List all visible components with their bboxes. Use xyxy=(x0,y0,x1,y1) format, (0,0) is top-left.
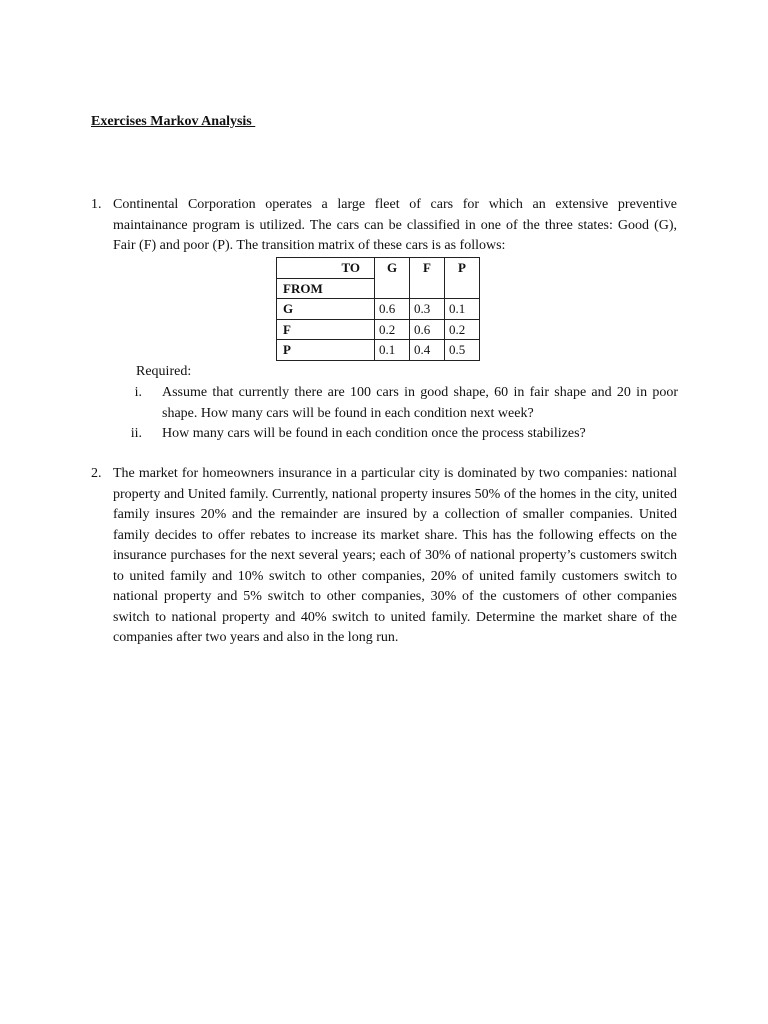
row-header: G xyxy=(277,299,375,320)
table-cell: 0.2 xyxy=(445,319,480,340)
page-title: Exercises Markov Analysis xyxy=(91,114,256,129)
table-header-row xyxy=(277,258,480,279)
subquestion-1 xyxy=(112,383,678,424)
table-cell: 0.3 xyxy=(410,299,445,320)
required-label: Required: xyxy=(136,364,192,379)
subquestion-number: ii. xyxy=(130,426,142,441)
table-cell: 0.4 xyxy=(410,340,445,361)
table-row xyxy=(277,340,480,361)
column-header-p: P xyxy=(445,258,480,299)
question-2 xyxy=(91,464,677,649)
column-header-f: F xyxy=(410,258,445,299)
row-header: F xyxy=(277,319,375,340)
subquestion-text: Assume that currently there are 100 cars in good shape, 60 in fair shape and 20 in poor shape. How many cars will be found in each condition next week? xyxy=(162,385,678,421)
table-row xyxy=(277,299,480,320)
subquestion-text: How many cars will be found in each condition once the process stabilizes? xyxy=(162,426,586,441)
row-header: P xyxy=(277,340,375,361)
transition-matrix-table xyxy=(276,257,480,361)
question-number: 1. xyxy=(91,197,102,212)
from-label: FROM xyxy=(277,278,375,299)
table-row xyxy=(277,319,480,340)
table-cell: 0.6 xyxy=(375,299,410,320)
table-cell: 0.5 xyxy=(445,340,480,361)
question-text: The market for homeowners insurance in a particular city is dominated by two companies: national property and United family. Currently, national property insures 50% of the homes in the city, united family insures 20% and the remainder are insured by a collection of smaller companies. United family decides to offer rebates to increase its market share. This has the following effects on the insurance purchases for the next several years; each of 30% of national property’s customers switch to united family and 10% switch to other companies, 20% of united family customers switch to national property and 5% switch to other companies, 30% of the customers of other companies switch to national property and 40% switch to united family. Determine the market share of the companies after two years and also in the long run. xyxy=(113,466,677,645)
table-cell: 0.6 xyxy=(410,319,445,340)
table-cell: 0.1 xyxy=(445,299,480,320)
question-number: 2. xyxy=(91,466,102,481)
column-header-g: G xyxy=(375,258,410,299)
table-cell: 0.2 xyxy=(375,319,410,340)
subquestion-2 xyxy=(112,424,678,445)
to-label: TO xyxy=(277,258,375,279)
question-1 xyxy=(91,195,677,257)
table-cell: 0.1 xyxy=(375,340,410,361)
subquestion-number: i. xyxy=(134,385,142,400)
question-text: Continental Corporation operates a large fleet of cars for which an extensive preventive maintainance program is utilized. The cars can be classified in one of the three states: Good (G), Fair (F) and poor (P). The transition matrix of these cars is as follows: xyxy=(113,197,677,253)
